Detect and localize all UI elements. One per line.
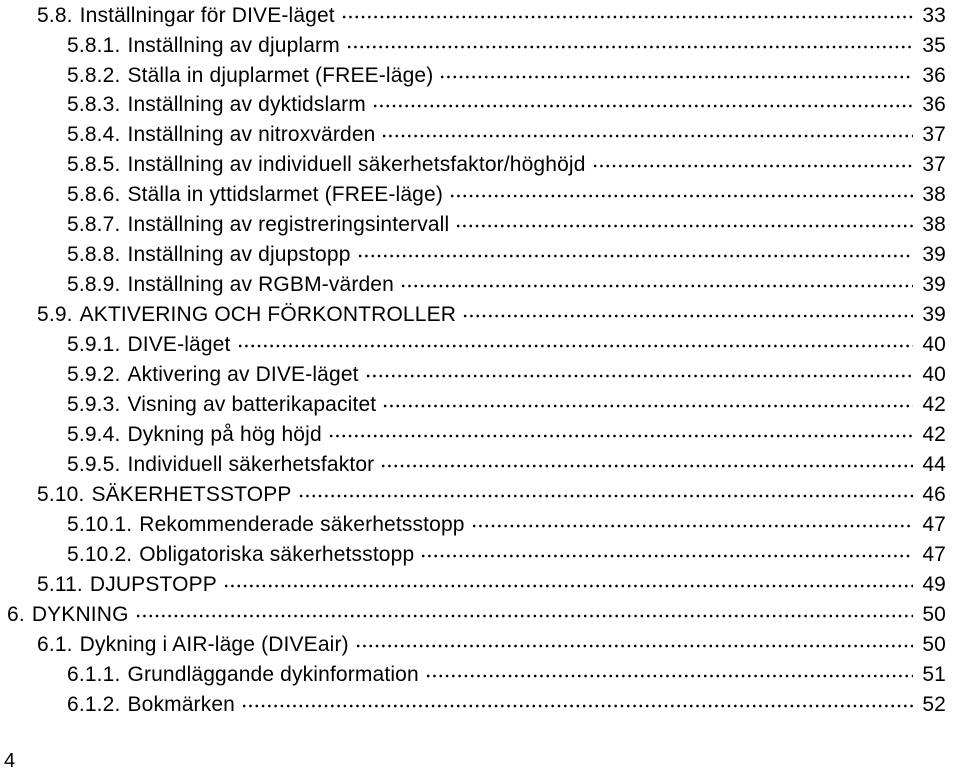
dot-leader	[357, 254, 913, 258]
toc-entry[interactable]	[37, 630, 946, 660]
toc-entry-number: 5.8.	[37, 4, 73, 27]
toc-entry-title: DYKNING	[31, 603, 129, 626]
toc-entry-page: 40	[922, 363, 946, 386]
toc-entry-number: 5.8.5.	[67, 153, 121, 176]
toc-entry-title: Rekommenderade säkerhetsstopp	[139, 513, 465, 536]
toc-entry[interactable]	[67, 330, 946, 360]
toc-entry[interactable]	[37, 1, 946, 31]
toc-entry-number: 6.1.	[37, 633, 73, 656]
toc-entry-title: Visning av batterikapacitet	[127, 393, 377, 416]
toc-entry-number: 6.	[7, 603, 25, 626]
dot-leader	[328, 434, 913, 438]
toc-entry-number: 5.9.5.	[67, 453, 121, 476]
toc-entry[interactable]	[67, 510, 946, 540]
toc-entry-title: DIVE-läget	[127, 333, 231, 356]
toc-entry-page: 47	[922, 543, 946, 566]
toc-entry-page: 50	[922, 633, 946, 656]
dot-leader	[380, 464, 913, 468]
toc-entry[interactable]	[37, 570, 946, 600]
toc-entry-number: 5.9.2.	[67, 363, 121, 386]
toc-entry[interactable]	[67, 180, 946, 210]
toc-entry-number: 5.8.6.	[67, 183, 121, 206]
dot-leader	[455, 224, 913, 228]
toc-entry-page: 39	[922, 303, 946, 326]
toc-entry-title: Inställning av nitroxvärden	[127, 123, 376, 146]
dot-leader	[135, 614, 913, 618]
toc-entry-page: 35	[922, 34, 946, 57]
toc-entry-page: 38	[922, 183, 946, 206]
toc-entry[interactable]	[67, 540, 946, 570]
toc-entry-title: Bokmärken	[127, 693, 236, 716]
toc-entry[interactable]	[67, 420, 946, 450]
toc-entry-page: 49	[922, 573, 946, 596]
toc-entry-title: Dykning i AIR-läge (DIVEair)	[79, 633, 349, 656]
toc-entry[interactable]	[67, 450, 946, 480]
toc-entry-title: Inställning av registreringsintervall	[127, 213, 450, 236]
toc-entry-title: Aktivering av DIVE-läget	[127, 363, 359, 386]
toc-entry-number: 5.8.3.	[67, 93, 121, 116]
toc-entry-number: 5.8.1.	[67, 34, 121, 57]
toc-entry-number: 5.9.1.	[67, 333, 121, 356]
page-number: 4	[4, 750, 16, 772]
toc-entry[interactable]	[67, 31, 946, 61]
toc-entry[interactable]	[67, 360, 946, 390]
toc-entry-number: 5.8.4.	[67, 123, 121, 146]
toc-entry-number: 5.8.9.	[67, 273, 121, 296]
toc-entry-title: Individuell säkerhetsfaktor	[127, 453, 375, 476]
toc-entry-title: Inställning av dyktidslarm	[127, 93, 366, 116]
toc-entry[interactable]	[37, 300, 946, 330]
toc-entry-number: 5.10.2.	[67, 543, 133, 566]
dot-leader	[425, 674, 913, 678]
dot-leader	[365, 374, 913, 378]
toc-entry-number: 6.1.2.	[67, 693, 121, 716]
dot-leader	[449, 194, 913, 198]
toc-entry-page: 50	[922, 603, 946, 626]
toc-entry-number: 5.11.	[37, 573, 83, 596]
toc-entry-page: 39	[922, 273, 946, 296]
toc-entry-title: Inställning av individuell säkerhetsfaktor/höghöjd	[127, 153, 586, 176]
toc-entry-number: 5.8.8.	[67, 243, 121, 266]
toc-entry-page: 37	[922, 123, 946, 146]
dot-leader	[346, 45, 913, 49]
dot-leader	[400, 284, 913, 288]
toc-entry-title: Obligatoriska säkerhetsstopp	[139, 543, 415, 566]
toc-entry[interactable]	[67, 90, 946, 120]
toc-entry-page: 36	[922, 93, 946, 116]
toc-entry-page: 44	[922, 453, 946, 476]
toc-entry-page: 40	[922, 333, 946, 356]
toc-entry-title: DJUPSTOPP	[89, 573, 217, 596]
toc-entry-title: Inställningar för DIVE-läget	[79, 4, 335, 27]
toc-entry[interactable]	[67, 390, 946, 420]
toc-entry[interactable]	[67, 270, 946, 300]
dot-leader	[298, 494, 913, 498]
toc-entry-page: 33	[922, 4, 946, 27]
toc-entry-title: Grundläggande dykinformation	[127, 663, 419, 686]
dot-leader	[382, 404, 913, 408]
dot-leader	[439, 75, 913, 79]
toc-entry-page: 38	[922, 213, 946, 236]
dot-leader	[592, 164, 913, 168]
toc-entry[interactable]	[67, 150, 946, 180]
toc-entry-page: 51	[922, 663, 946, 686]
toc-entry-page: 42	[922, 393, 946, 416]
toc-entry-title: SÄKERHETSSTOPP	[91, 483, 292, 506]
toc-entry-number: 5.10.1.	[67, 513, 133, 536]
dot-leader	[237, 344, 914, 348]
dot-leader	[462, 314, 913, 318]
toc-entry-number: 5.9.3.	[67, 393, 121, 416]
toc-entry-page: 52	[922, 693, 946, 716]
toc-entry-number: 5.8.7.	[67, 213, 121, 236]
toc-entry-page: 42	[922, 423, 946, 446]
toc-entry-title: Inställning av RGBM-värden	[127, 273, 394, 296]
toc-entry[interactable]	[67, 210, 946, 240]
dot-leader	[341, 15, 913, 19]
toc-entry-number: 6.1.1.	[67, 663, 121, 686]
dot-leader	[355, 644, 913, 648]
toc-entry-number: 5.10.	[37, 483, 85, 506]
dot-leader	[471, 524, 913, 528]
toc-entry-page: 46	[922, 483, 946, 506]
toc-entry[interactable]	[67, 240, 946, 270]
toc-entry-page: 39	[922, 243, 946, 266]
toc-entry-page: 47	[922, 513, 946, 536]
toc-entry-title: Ställa in djuplarmet (FREE-läge)	[127, 64, 434, 87]
toc-entry[interactable]	[67, 690, 946, 720]
toc-entry-page: 36	[922, 64, 946, 87]
dot-leader	[372, 104, 913, 108]
toc-entry-number: 5.9.4.	[67, 423, 121, 446]
toc-entry[interactable]	[37, 480, 946, 510]
dot-leader	[223, 584, 913, 588]
toc-entry-page: 37	[922, 153, 946, 176]
toc-entry-title: Ställa in yttidslarmet (FREE-läge)	[127, 183, 443, 206]
toc-entry[interactable]	[67, 120, 946, 150]
toc-entry-number: 5.8.2.	[67, 64, 121, 87]
dot-leader	[241, 704, 913, 708]
toc-entry-title: AKTIVERING OCH FÖRKONTROLLER	[79, 303, 457, 326]
dot-leader	[381, 134, 913, 138]
dot-leader	[420, 554, 913, 558]
toc-entry-title: Inställning av djupstopp	[127, 243, 351, 266]
toc-entry[interactable]	[67, 61, 946, 91]
toc-entry-title: Dykning på hög höjd	[127, 423, 322, 446]
toc-entry[interactable]	[67, 660, 946, 690]
toc-entry[interactable]	[7, 600, 946, 630]
toc-entry-title: Inställning av djuplarm	[127, 34, 340, 57]
toc-entry-number: 5.9.	[37, 303, 73, 326]
